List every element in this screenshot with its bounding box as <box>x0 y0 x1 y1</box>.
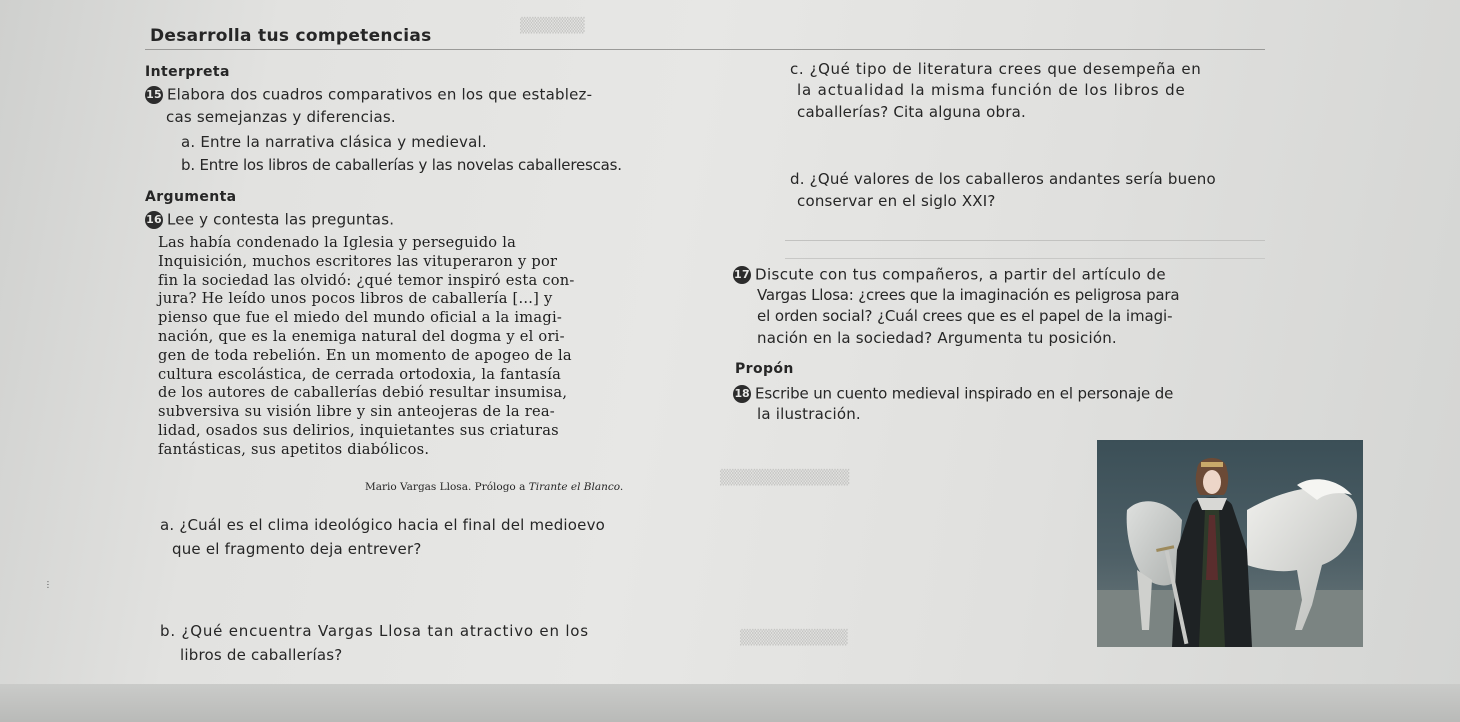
question-17-text: Discute con tus compañeros, a partir del artículo de <box>755 265 1167 284</box>
quote-line: jura? He leído unos pocos libros de caballería [...] y <box>158 290 553 308</box>
section-label-propon: Propón <box>735 361 794 377</box>
quote-line: gen de toda rebelión. En un momento de apogeo de la <box>158 346 572 364</box>
source-work: Tirante el Blanco. <box>528 481 624 493</box>
quote-line: fantásticas, sus apetitos diabólicos. <box>158 440 430 458</box>
page-edge-shadow <box>0 684 1460 722</box>
question-16-b-cont: libros de caballerías? <box>180 646 343 664</box>
question-16-c: c. ¿Qué tipo de literatura crees que desempeña en <box>790 60 1202 78</box>
question-16-d-cont: conservar en el siglo XXI? <box>797 192 996 210</box>
page-title: Desarrolla tus competencias <box>150 26 432 46</box>
question-16-d: d. ¿Qué valores de los caballeros andantes sería bueno <box>790 170 1216 188</box>
question-15-text-cont: cas semejanzas y diferencias. <box>166 108 396 126</box>
question-16-a: a. ¿Cuál es el clima ideológico hacia el final del medioevo <box>160 516 606 534</box>
quote-line: Inquisición, muchos escritores las vituperaron y por <box>158 252 558 270</box>
bleed-through: ▒▒▒▒▒▒ <box>520 18 585 34</box>
vargas-llosa-quote <box>158 234 575 460</box>
question-18 <box>733 385 1173 403</box>
section-label-interpreta: Interpreta <box>145 64 230 80</box>
question-15-item-b: b. Entre los libros de caballerías y las novelas caballerescas. <box>181 156 622 174</box>
header-rule <box>145 49 1265 50</box>
answer-line <box>785 240 1265 241</box>
question-17 <box>733 266 1166 284</box>
question-16 <box>145 211 394 229</box>
question-17-text-cont: Vargas Llosa: ¿crees que la imaginación es peligrosa para <box>757 286 1180 304</box>
question-16-c-cont2: caballerías? Cita alguna obra. <box>797 103 1026 121</box>
quote-line: nación, que es la enemiga natural del dogma y el ori- <box>158 327 565 345</box>
question-number-badge: 15 <box>145 86 163 104</box>
question-18-text: Escribe un cuento medieval inspirado en el personaje de <box>755 384 1174 403</box>
question-16-b: b. ¿Qué encuentra Vargas Llosa tan atractivo en los <box>160 622 589 640</box>
question-16-a-cont: que el fragmento deja entrever? <box>172 540 422 558</box>
section-label-argumenta: Argumenta <box>145 189 237 205</box>
question-15-item-a: a. Entre la narrativa clásica y medieval. <box>181 133 487 151</box>
question-15 <box>145 86 592 104</box>
question-17-text-cont3: nación en la sociedad? Argumenta tu posición. <box>757 329 1117 347</box>
quote-line: Las había condenado la Iglesia y perseguido la <box>158 234 517 251</box>
question-17-text-cont2: el orden social? ¿Cuál crees que es el papel de la imagi- <box>757 307 1173 325</box>
source-author: Mario Vargas Llosa. Prólogo a <box>365 481 526 493</box>
question-16-c-cont: la actualidad la misma función de los libros de <box>797 81 1186 99</box>
medieval-lady-illustration <box>1097 440 1363 647</box>
quote-line: cultura escolástica, de cerrada ortodoxia, la fantasía <box>158 365 562 383</box>
question-15-text: Elabora dos cuadros comparativos en los que establez- <box>167 85 593 104</box>
question-number-badge: 16 <box>145 211 163 229</box>
quote-source <box>365 482 623 493</box>
margin-mark: ··· <box>43 580 54 589</box>
question-16-prompt: Lee y contesta las preguntas. <box>167 210 395 229</box>
quote-line: lidad, osados sus delirios, inquietantes sus criaturas <box>158 421 559 439</box>
question-number-badge: 17 <box>733 266 751 284</box>
question-number-badge: 18 <box>733 385 751 403</box>
quote-line: pienso que fue el miedo del mundo oficial a la imagi- <box>158 309 563 327</box>
bleed-through: ▒▒▒▒▒▒▒▒▒▒ <box>740 630 848 646</box>
answer-line <box>785 258 1265 259</box>
quote-line: fin la sociedad las olvidó: ¿qué temor inspiró esta con- <box>158 271 575 289</box>
illustration-svg <box>1097 440 1363 647</box>
bleed-through: ▒▒▒▒▒▒▒▒▒▒▒▒ <box>720 470 850 486</box>
question-18-text-cont: la ilustración. <box>757 405 861 423</box>
quote-line: subversiva su visión libre y sin anteojeras de la rea- <box>158 403 555 421</box>
quote-line: de los autores de caballerías debió resultar insumisa, <box>158 384 568 402</box>
